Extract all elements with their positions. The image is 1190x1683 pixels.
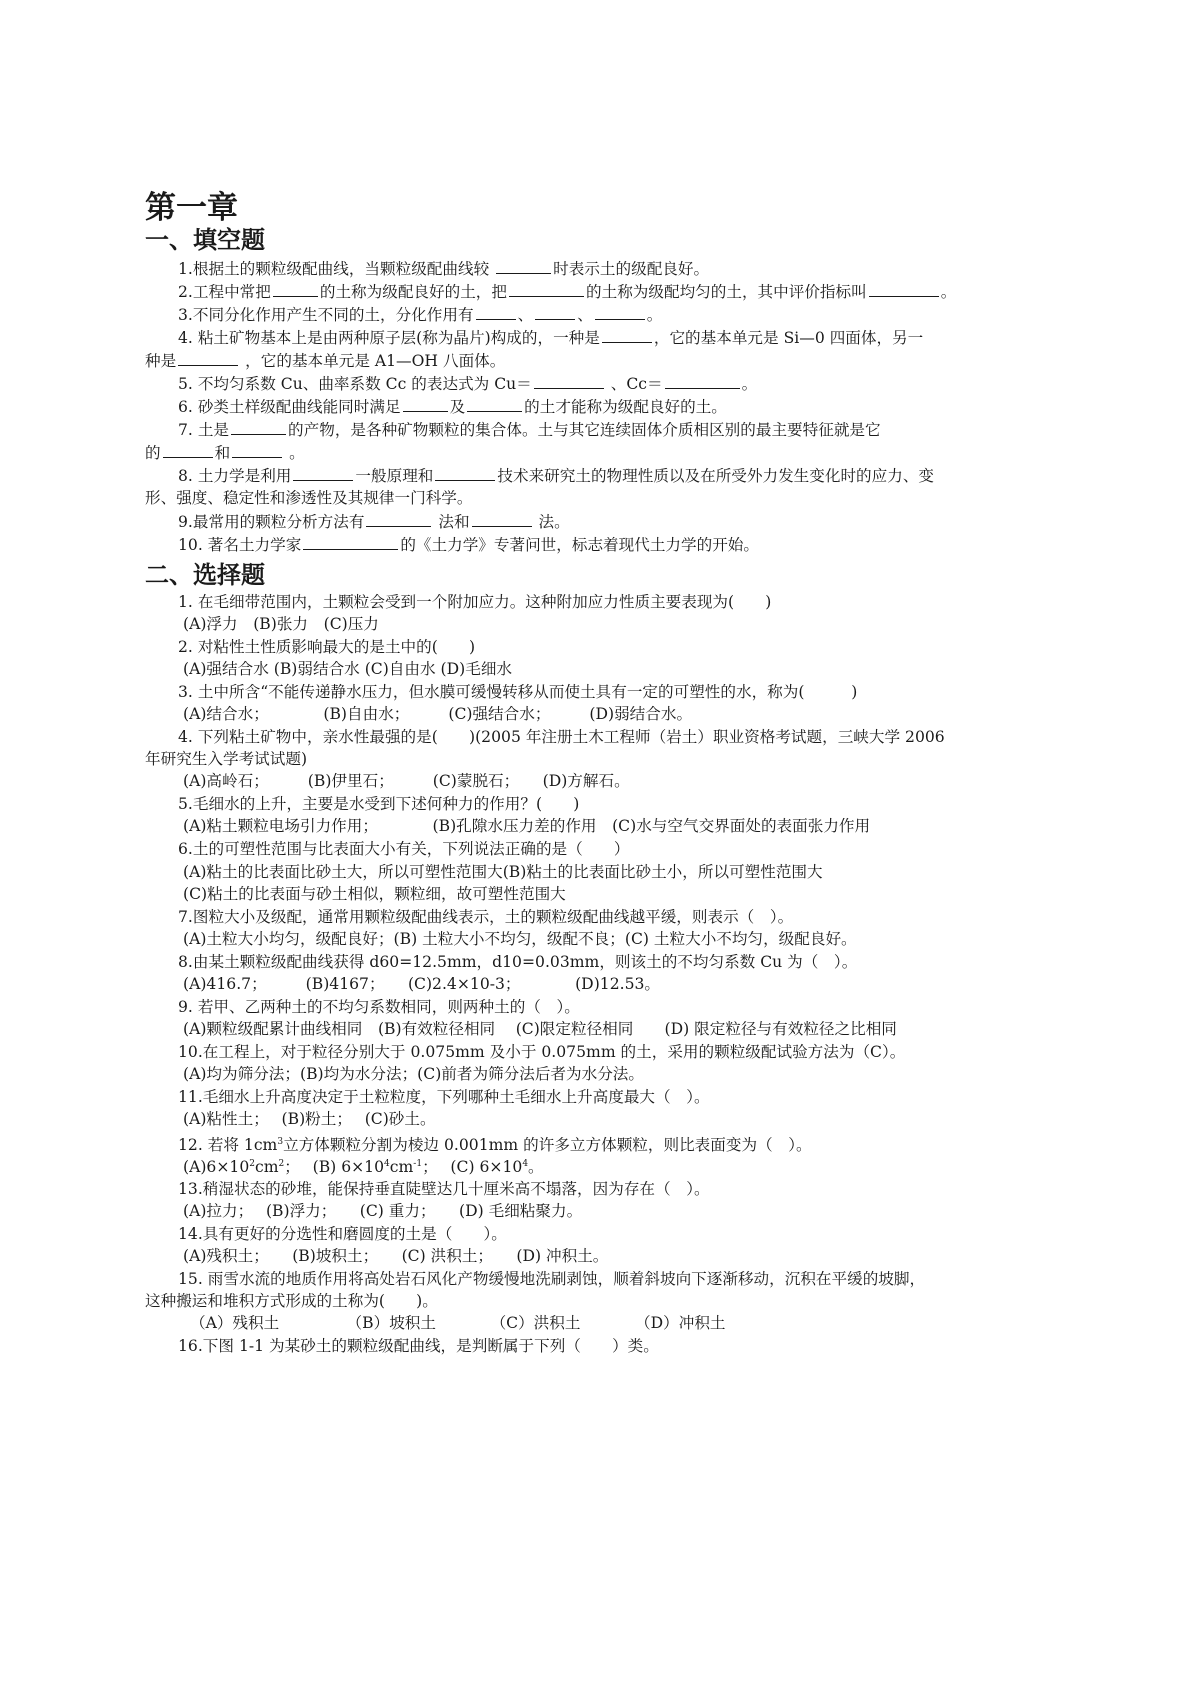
choice-question-line: 9. 若甲、乙两种土的不均匀系数相同，则两种土的（ ）。 [178, 998, 580, 1016]
answer-blank[interactable] [178, 349, 238, 366]
choice-options-line: (A)粘土的比表面比砂土大，所以可塑性范围大(B)粘土的比表面比砂土小，所以可塑性范围大 [183, 863, 823, 881]
answer-blank[interactable] [163, 441, 213, 458]
fill-question-4: 4. 粘土矿物基本上是由两种原子层(称为晶片)构成的，一种是 ，它的基本单元是 Si—0 四面体，另一 [178, 326, 1060, 349]
fill-question-7: 7. 土是 的产物，是各种矿物颗粒的集合体。土与其它连续固体介质相区别的最主要特征就是它 [178, 418, 1060, 441]
section-fill-in-heading: 一、填空题 [145, 226, 265, 254]
answer-blank[interactable] [472, 510, 532, 527]
answer-blank[interactable] [273, 280, 318, 297]
choice-options-line: (A)高岭石； (B)伊里石； (C)蒙脱石； (D)方解石。 [183, 772, 630, 790]
answer-blank[interactable] [435, 464, 495, 481]
choice-question-line: 13.稍湿状态的砂堆，能保持垂直陡壁达几十厘米高不塌落，因为存在（ ）。 [178, 1180, 710, 1198]
choice-options-line: （A）残积土 （B）坡积土 （C）洪积土 （D）冲积土 [190, 1314, 726, 1332]
choice-options-line: (A)强结合水 (B)弱结合水 (C)自由水 (D)毛细水 [183, 660, 513, 678]
choice-question-line: 8.由某土颗粒级配曲线获得 d60=12.5mm，d10=0.03mm，则该土的不均匀系数 Cu 为（ ）。 [178, 953, 858, 971]
fill-question-8: 8. 土力学是利用 一般原理和 技术来研究土的物理性质以及在所受外力发生变化时的应力、变 [178, 464, 1060, 487]
answer-blank[interactable] [303, 533, 398, 550]
fill-question-6: 6. 砂类土样级配曲线能同时满足 及 的土才能称为级配良好的土。 [178, 395, 1060, 418]
fill-question-2: 2.工程中常把 的土称为级配良好的土，把 的土称为级配均匀的土，其中评价指标叫 。 [178, 280, 1060, 303]
answer-blank[interactable] [534, 372, 604, 389]
section-choice-heading: 二、选择题 [145, 561, 265, 589]
answer-blank[interactable] [476, 303, 516, 320]
choice-question-12: 12. 若将 $1cm^3$立方体颗粒分割为棱边 0.001mm 的许多立方体颗粒，则比表面变为（ ）。 [178, 1136, 812, 1154]
choice-options-line: (A)颗粒级配累计曲线相同 (B)有效粒径相同 (C)限定粒径相同 (D) 限定粒径与有效粒径之比相同 [183, 1020, 897, 1038]
answer-blank[interactable] [366, 510, 431, 527]
choice-options-line: (A)残积土； (B)坡积土； (C) 洪积土； (D) 冲积土。 [183, 1247, 609, 1265]
answer-blank[interactable] [232, 441, 282, 458]
choice-question-line: 7.图粒大小及级配，通常用颗粒级配曲线表示，土的颗粒级配曲线越平缓，则表示（ ）。 [178, 908, 794, 926]
choice-options-line: (A)粘性土； (B)粉土； (C)砂土。 [183, 1110, 436, 1128]
answer-blank[interactable] [403, 395, 448, 412]
choice-options-line: (C)粘土的比表面与砂土相似，颗粒细，故可塑性范围大 [183, 885, 566, 903]
choice-question-line: 6.土的可塑性范围与比表面大小有关，下列说法正确的是（ ） [178, 840, 630, 858]
choice-options-line: (A)浮力 (B)张力 (C)压力 [183, 615, 379, 633]
chapter-title: 第一章 [145, 190, 238, 226]
answer-blank[interactable] [231, 418, 286, 435]
answer-blank[interactable] [665, 372, 740, 389]
choice-options-line: (A)416.7； (B)4167； (C)2.4×10-3； (D)12.53。 [183, 975, 661, 993]
choice-question-12-options: $(A)6\times 10^2cm^2$； (B) $6\times 10^4cm^{-1}$； (C) $6\times 10^4$。 [183, 1158, 544, 1176]
answer-blank[interactable] [535, 303, 575, 320]
choice-question-line: 5.毛细水的上升，主要是水受到下述何种力的作用？( ) [178, 795, 580, 813]
choice-question-line: 11.毛细水上升高度决定于土粒粒度，下列哪种土毛细水上升高度最大（ ）。 [178, 1088, 710, 1106]
choice-question-line: 16.下图 1-1 为某砂土的颗粒级配曲线，是判断属于下列（ ）类。 [178, 1337, 659, 1355]
choice-options-line: (A)土粒大小均匀，级配良好；(B) 土粒大小不均匀，级配不良；(C) 土粒大小不均匀，级配良好。 [183, 930, 857, 948]
fill-question-7-cont: 的 和 。 [145, 441, 1060, 464]
fill-question-10: 10. 著名土力学家 的《土力学》专著问世，标志着现代土力学的开始。 [178, 533, 1060, 556]
fill-question-1: 1.根据土的颗粒级配曲线，当颗粒级配曲线较 时表示土的级配良好。 [178, 257, 1060, 280]
fill-question-8-cont: 形、强度、稳定性和渗透性及其规律一门科学。 [145, 489, 473, 507]
choice-question-line: 4. 下列粘土矿物中，亲水性最强的是( )(2005 年注册土木工程师（岩土）职业资格考试题，三峡大学 2006 [178, 728, 945, 746]
fill-question-5: 5. 不均匀系数 Cu、曲率系数 Cc 的表达式为 Cu＝ 、Cc＝ 。 [178, 372, 1060, 395]
fill-question-4-cont: 种是 ，它的基本单元是 A1—OH 八面体。 [145, 349, 1060, 372]
choice-question-line: 这种搬运和堆积方式形成的土称为( )。 [145, 1292, 438, 1310]
answer-blank[interactable] [293, 464, 353, 481]
answer-blank[interactable] [467, 395, 522, 412]
answer-blank[interactable] [869, 280, 939, 297]
choice-question-line: 14.具有更好的分选性和磨圆度的土是（ ）。 [178, 1225, 507, 1243]
fill-question-3: 3.不同分化作用产生不同的土，分化作用有 、 、 。 [178, 303, 1060, 326]
choice-options-line: (A)拉力； (B)浮力； (C) 重力； (D) 毛细粘聚力。 [183, 1202, 583, 1220]
answer-blank[interactable] [496, 257, 551, 274]
choice-question-line: 年研究生入学考试试题) [145, 750, 308, 768]
answer-blank[interactable] [509, 280, 584, 297]
choice-options-line: (A)结合水； (B)自由水； (C)强结合水； (D)弱结合水。 [183, 705, 693, 723]
choice-question-line: 2. 对粘性土性质影响最大的是土中的( ) [178, 638, 476, 656]
choice-options-line: (A)粘土颗粒电场引力作用； (B)孔隙水压力差的作用 (C)水与空气交界面处的表面张力作用 [183, 817, 871, 835]
answer-blank[interactable] [595, 303, 645, 320]
choice-question-line: 3. 土中所含“不能传递静水压力，但水膜可缓慢转移从而使土具有一定的可塑性的水，称为( ) [178, 683, 858, 701]
fill-question-9: 9.最常用的颗粒分析方法有 法和 法。 [178, 510, 1060, 533]
choice-options-line: (A)均为筛分法；(B)均为水分法；(C)前者为筛分法后者为水分法。 [183, 1065, 644, 1083]
choice-question-line: 1. 在毛细带范围内，土颗粒会受到一个附加应力。这种附加应力性质主要表现为( ) [178, 593, 772, 611]
choice-question-line: 10.在工程上，对于粒径分别大于 0.075mm 及小于 0.075mm 的土，采用的颗粒级配试验方法为（C）。 [178, 1043, 906, 1061]
choice-question-line: 15. 雨雪水流的地质作用将高处岩石风化产物缓慢地洗刷剥蚀，顺着斜坡向下逐渐移动，沉积在平缓的坡脚， [178, 1270, 926, 1288]
answer-blank[interactable] [602, 326, 652, 343]
